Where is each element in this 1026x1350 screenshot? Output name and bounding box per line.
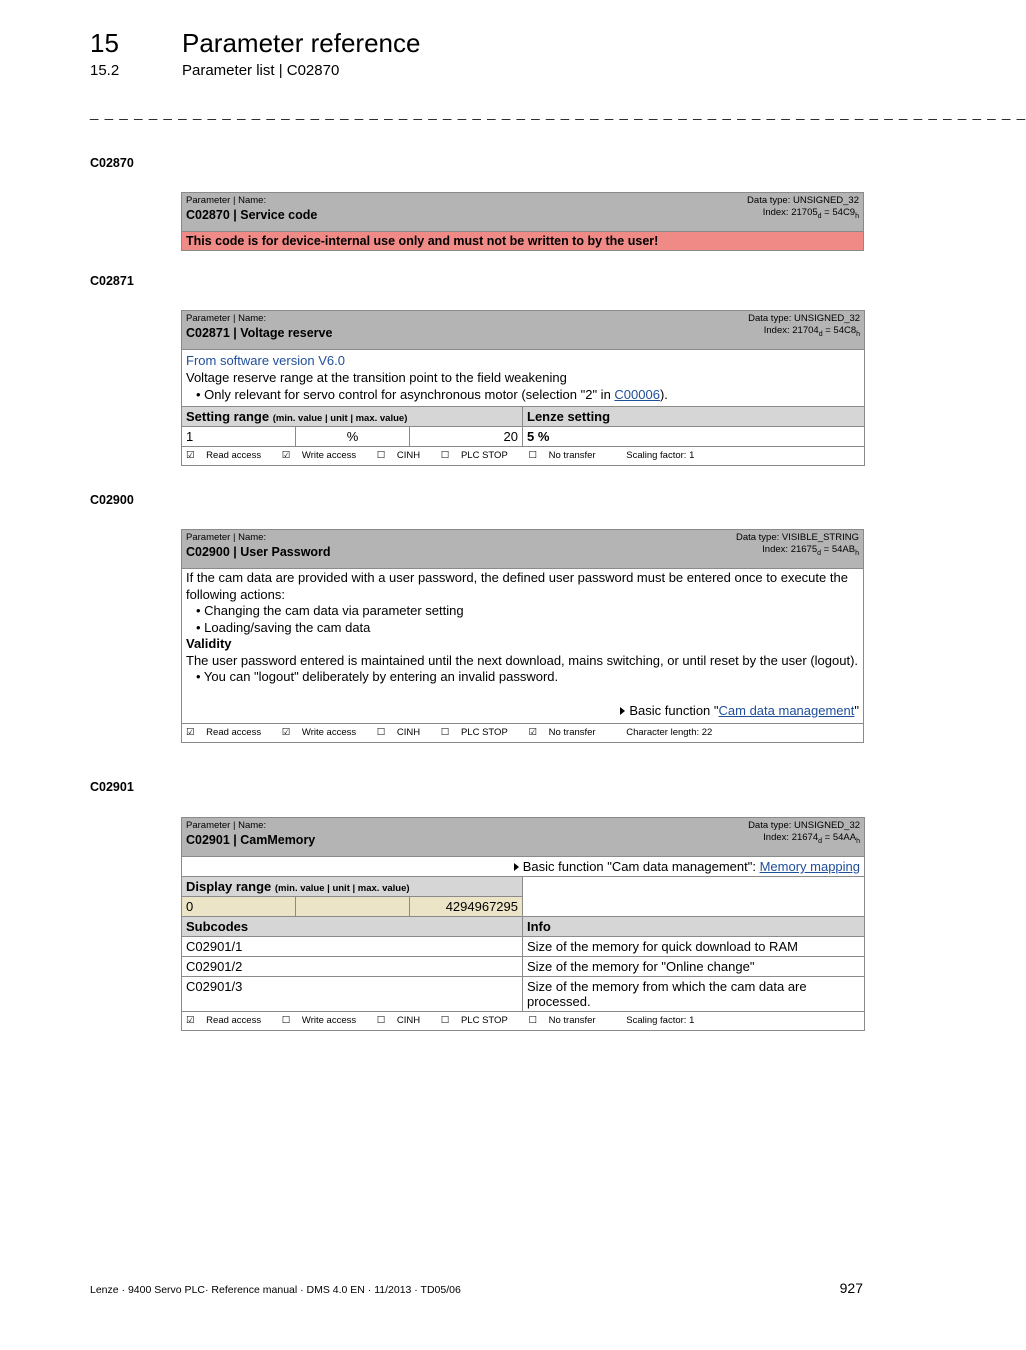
range-min: 0 (182, 897, 296, 917)
param-description (182, 569, 864, 724)
param-name-label: Parameter | Name: (186, 313, 267, 324)
range-min: 1 (182, 427, 296, 447)
setting-range-header: Setting range (min. value | unit | max. value) (182, 407, 523, 427)
heading-c02871: C02871 (90, 274, 134, 288)
subcode-info: Size of the memory for "Online change" (523, 957, 865, 977)
heading-c02870: C02870 (90, 156, 134, 170)
access-flags: ☑ Read access ☑ Write access ☐ CINH ☐ PLC STOP ☑ No transfer Character length: 22 (182, 724, 864, 743)
bullet-item: • You can "logout" deliberately by entering an invalid password. (196, 669, 559, 684)
chapter-heading (90, 28, 420, 59)
section-heading (90, 62, 339, 79)
param-type-index: Data type: UNSIGNED_32 Index: $21704_d = 54C8_h$ (748, 313, 861, 338)
heading-c02901: C02901 (90, 780, 134, 794)
warning-row: This code is for device-internal use only and must not be written to by the user! (182, 232, 864, 251)
description-text: Voltage reserve range at the transition point to the field weakening (186, 370, 567, 385)
param-description (182, 350, 865, 407)
param-name-label: Parameter | Name: (186, 532, 267, 543)
lenze-setting-header: Lenze setting (523, 407, 865, 427)
param-name: C02901 | CamMemory (186, 833, 316, 847)
range-max: 4294967295 (410, 897, 523, 917)
validity-heading: Validity (186, 636, 232, 651)
table-row (182, 957, 865, 977)
section-title: Parameter list | C02870 (182, 62, 340, 79)
param-name-label: Parameter | Name: (186, 820, 267, 831)
page-footer: Lenze · 9400 Servo PLC· Reference manual · DMS 4.0 EN · 11/2013 · TD05/06 (90, 1284, 461, 1296)
subcode: C02901/1 (182, 937, 523, 957)
chapter-number: 15 (90, 28, 119, 58)
param-type-index: Data type: UNSIGNED_32 Index: $21674_d = 54AA_h$ (748, 820, 861, 845)
access-flags: ☑ Read access ☑ Write access ☐ CINH ☐ PLC STOP ☐ No transfer Scaling factor: 1 (182, 447, 865, 466)
param-name: C02900 | User Password (186, 545, 331, 559)
basic-function-reference: Basic function "Cam data management" (186, 703, 859, 720)
scaling-factor: Scaling factor: 1 (626, 1015, 695, 1026)
param-table-c02900 (181, 529, 864, 743)
section-number: 15.2 (90, 62, 120, 79)
info-header: Info (523, 917, 865, 937)
subcode-info: Size of the memory for quick download to RAM (523, 937, 865, 957)
param-type-index: Data type: VISIBLE_STRING Index: $21675_d = 54AB_h$ (735, 532, 859, 557)
range-max: 20 (410, 427, 523, 447)
subcode-info: Size of the memory from which the cam data are processed. (523, 977, 865, 1012)
arrow-right-icon (620, 707, 625, 715)
param-type-index: Data type: UNSIGNED_32 Index: $21705_d = 54C9_h$ (747, 195, 859, 220)
empty-cell (523, 877, 865, 917)
link-cam-data-management[interactable]: Cam data management (718, 702, 855, 718)
range-unit (296, 897, 410, 917)
subcode: C02901/2 (182, 957, 523, 977)
table-row (182, 937, 865, 957)
separator-line: _ _ _ _ _ _ _ _ _ _ _ _ _ _ _ _ _ _ _ _ _ _ _ _ _ _ _ _ _ _ _ _ _ _ _ _ _ _ _ _ _ _ _ _ _ _ _ _ _ _ _ _ _ _ _ _ _ _ _ _ _ _ _ _ (90, 104, 1026, 121)
description-text: The user password entered is maintained until the next download, mains switching, or until reset by the user (logout). (186, 652, 859, 668)
param-name-label: Parameter | Name: (186, 195, 267, 206)
param-name: C02870 | Service code (186, 208, 318, 222)
basic-function-reference: Basic function "Cam data management": Memory mapping (182, 857, 865, 877)
link-c00006[interactable]: C00006 (614, 387, 660, 402)
display-range-header: Display range (min. value | unit | max. value) (182, 877, 523, 897)
param-header (182, 193, 864, 232)
chapter-title: Parameter reference (182, 28, 421, 58)
lenze-setting-value: 5 % (523, 427, 865, 447)
subcode: C02901/3 (182, 977, 523, 1012)
param-header (182, 818, 865, 857)
table-row (182, 977, 865, 1012)
arrow-right-icon (514, 863, 519, 871)
param-table-c02870 (181, 192, 864, 251)
param-header (182, 311, 865, 350)
scaling-factor: Scaling factor: 1 (626, 450, 695, 461)
character-length: Character length: 22 (626, 727, 713, 738)
access-flags: ☑ Read access ☐ Write access ☐ CINH ☐ PLC STOP ☐ No transfer Scaling factor: 1 (182, 1012, 865, 1031)
param-name: C02871 | Voltage reserve (186, 326, 333, 340)
heading-c02900: C02900 (90, 493, 134, 507)
param-table-c02901 (181, 817, 865, 1031)
description-text: If the cam data are provided with a user password, the defined user password must be entered once to execute the following actions: (186, 570, 848, 602)
page-number: 927 (839, 1280, 863, 1296)
bullet-item: • Loading/saving the cam data (196, 619, 371, 635)
param-header (182, 530, 864, 569)
param-table-c02871 (181, 310, 865, 466)
data-type: UNSIGNED_32 (793, 195, 859, 206)
range-unit: % (296, 427, 410, 447)
bullet-item: • Only relevant for servo control for asynchronous motor (selection "2" in C00006). (196, 387, 668, 402)
version-note: From software version V6.0 (186, 353, 345, 368)
bullet-item: • Changing the cam data via parameter setting (196, 603, 464, 618)
link-memory-mapping[interactable]: Memory mapping (759, 859, 861, 874)
subcodes-header: Subcodes (182, 917, 523, 937)
